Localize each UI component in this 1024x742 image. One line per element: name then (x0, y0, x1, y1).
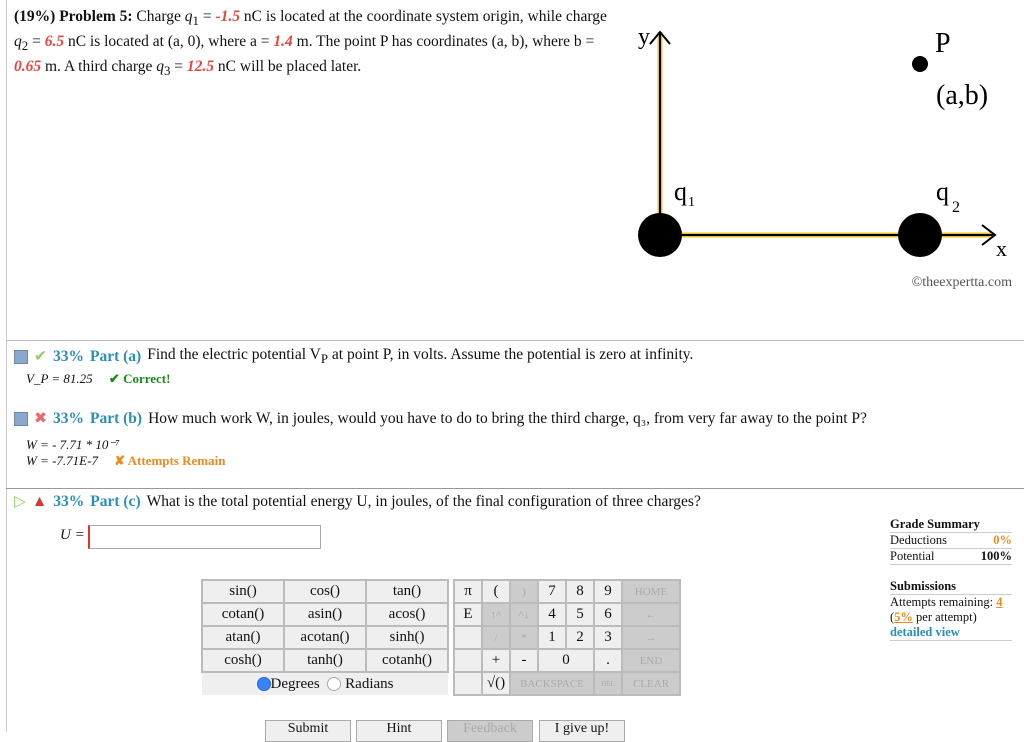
p-label: P (935, 28, 951, 59)
a-value: 1.4 (273, 33, 293, 51)
part-label: Part (a) (90, 347, 142, 365)
key-del[interactable]: DEL (594, 672, 622, 695)
answer: W = - 7.71 * 10⁻⁷ (26, 437, 120, 452)
submit-button[interactable]: Submit (265, 720, 351, 742)
give-up-button[interactable]: I give up! (539, 720, 625, 742)
play-icon: ▷ (14, 493, 26, 510)
key-7[interactable]: 7 (538, 580, 566, 603)
answer: V_P = 81.25 (26, 371, 93, 386)
key-lparen[interactable]: ( (482, 580, 510, 603)
key-4[interactable]: 4 (538, 603, 566, 626)
detailed-view-link[interactable]: detailed view (890, 625, 960, 639)
potential-label: Potential (890, 549, 935, 563)
key-e[interactable]: E (454, 603, 482, 626)
key-backspace[interactable]: BACKSPACE (510, 672, 594, 695)
key-divide[interactable]: / (482, 626, 510, 649)
answer-input[interactable] (88, 525, 321, 549)
angle-mode (202, 672, 448, 695)
hint-button[interactable]: Hint (356, 720, 442, 742)
q1-charge (638, 213, 682, 257)
text: = (170, 58, 187, 76)
key-tan[interactable]: tan() (366, 580, 448, 603)
part-b-answer-2 (26, 453, 225, 469)
charge-diagram (600, 20, 1024, 300)
collapse-icon[interactable] (14, 412, 28, 426)
key-cotanh[interactable]: cotanh() (366, 649, 448, 672)
radians-label: Radians (345, 675, 394, 692)
key-blank (454, 626, 482, 649)
key-sin[interactable]: sin() (202, 580, 284, 603)
attempts-status: ✘ Attempts Remain (114, 453, 226, 468)
point-p (912, 56, 928, 72)
u-label: U = (60, 527, 85, 543)
x-label: x (996, 236, 1007, 261)
question: How much work W, in joules, would you have to do to bring the third charge, q₃, from very far away to the point P? (148, 409, 867, 427)
part-c-header (14, 492, 701, 511)
collapse-icon[interactable] (14, 350, 28, 364)
sub: 3 (163, 63, 171, 79)
sub: 1 (192, 13, 199, 29)
q2-value: 6.5 (44, 33, 65, 51)
part-weight: 33% (53, 492, 85, 510)
key-right[interactable]: → (622, 626, 680, 649)
calculator (201, 579, 681, 696)
answer: W = -7.71E-7 (26, 453, 98, 468)
q2-label: q (936, 177, 949, 206)
key-sqrt[interactable]: √() (482, 672, 510, 695)
left-border (6, 0, 7, 732)
y-label: y (638, 24, 650, 50)
key-8[interactable]: 8 (566, 580, 594, 603)
text: nC will be placed later. (214, 58, 362, 76)
q2-charge (898, 213, 942, 257)
key-asin[interactable]: asin() (284, 603, 366, 626)
deductions-label: Deductions (890, 533, 947, 547)
submissions-title: Submissions (890, 579, 1012, 595)
key-down[interactable]: ^↓ (510, 603, 538, 626)
part-label: Part (b) (90, 409, 143, 427)
check-icon: ✔ (34, 348, 47, 366)
q3-value: 12.5 (186, 58, 215, 76)
text: = (198, 8, 216, 25)
key-3[interactable]: 3 (594, 626, 622, 649)
p-coords: (a,b) (936, 80, 989, 111)
key-atan[interactable]: atan() (202, 626, 284, 649)
attempts-label: Attempts remaining: (890, 595, 997, 609)
sub: P (320, 351, 329, 367)
divider (6, 340, 1024, 341)
text: nC is located at (a, 0), where a = (64, 33, 274, 51)
text: m. A third charge (41, 58, 157, 76)
potential-value: 100% (980, 549, 1012, 563)
key-left[interactable]: ← (622, 603, 680, 626)
problem-title: Problem 5: (59, 8, 133, 25)
key-home[interactable]: HOME (622, 580, 680, 603)
key-cotan[interactable]: cotan() (202, 603, 284, 626)
grade-summary (890, 517, 1012, 641)
sub: 2 (21, 38, 29, 54)
key-5[interactable]: 5 (566, 603, 594, 626)
key-2[interactable]: 2 (566, 626, 594, 649)
key-plus[interactable]: + (482, 649, 510, 672)
part-a-header (14, 346, 693, 367)
question: Find the electric potential V (147, 346, 321, 363)
feedback-button[interactable]: Feedback (447, 720, 533, 742)
radians-radio[interactable] (327, 677, 341, 691)
text: Charge (136, 8, 185, 25)
var: q (14, 33, 22, 51)
grade-title: Grade Summary (890, 517, 1012, 533)
key-blank (454, 672, 482, 695)
key-1[interactable]: 1 (538, 626, 566, 649)
part-weight: 33% (53, 347, 84, 365)
text: m. The point P has coordinates (a, b), where b = (292, 33, 595, 51)
text: nC is located at the coordinate system origin, while charge (240, 8, 607, 25)
key-cosh[interactable]: cosh() (202, 649, 284, 672)
key-sinh[interactable]: sinh() (366, 626, 448, 649)
problem-statement (14, 6, 624, 81)
key-dot[interactable]: . (594, 649, 622, 672)
part-a-answer (26, 371, 170, 387)
q1-value: -1.5 (215, 8, 241, 25)
question: What is the total potential energy U, in joules, of the final configuration of three charges? (146, 492, 701, 510)
degrees-radio[interactable] (257, 677, 271, 691)
degrees-label: Degrees (270, 675, 320, 692)
key-end[interactable]: END (622, 649, 680, 672)
key-cos[interactable]: cos() (284, 580, 366, 603)
key-9[interactable]: 9 (594, 580, 622, 603)
key-6[interactable]: 6 (594, 603, 622, 626)
key-acotan[interactable]: acotan() (284, 626, 366, 649)
var: q (156, 58, 164, 76)
question: at point P, in volts. Assume the potential is zero at infinity. (328, 346, 694, 363)
part-weight: 33% (53, 409, 84, 427)
q1-label: q (674, 177, 687, 206)
copyright: ©theexpertta.com (911, 275, 1012, 290)
key-acos[interactable]: acos() (366, 603, 448, 626)
text: = (28, 33, 45, 51)
part-b-header (14, 409, 867, 428)
divider (6, 488, 1024, 489)
key-blank (454, 649, 482, 672)
key-tanh[interactable]: tanh() (284, 649, 366, 672)
key-pi[interactable]: π (454, 580, 482, 603)
deductions-value: 0% (993, 533, 1012, 547)
attempts-value: 4 (996, 595, 1003, 609)
warning-icon: ▲ (31, 492, 48, 510)
key-rparen[interactable]: ) (510, 580, 538, 603)
text: ( (890, 610, 895, 624)
key-minus[interactable]: - (510, 649, 538, 672)
q1-sub: 1 (688, 195, 695, 210)
var: q (184, 8, 193, 25)
b-value: 0.65 (14, 58, 42, 76)
problem-weight: (19%) (14, 8, 56, 25)
q2-sub: 2 (952, 199, 960, 216)
per-attempt-pct: 5% (894, 610, 913, 624)
part-label: Part (c) (90, 492, 141, 510)
key-multiply[interactable]: * (510, 626, 538, 649)
key-clear[interactable]: CLEAR (622, 672, 680, 695)
text: per attempt) (912, 610, 977, 624)
key-up[interactable]: ↑^ (482, 603, 510, 626)
x-icon: ✖ (34, 410, 47, 427)
part-b-answer-1 (26, 437, 120, 453)
correct-status: ✔ Correct! (108, 371, 171, 386)
key-0[interactable]: 0 (538, 649, 594, 672)
